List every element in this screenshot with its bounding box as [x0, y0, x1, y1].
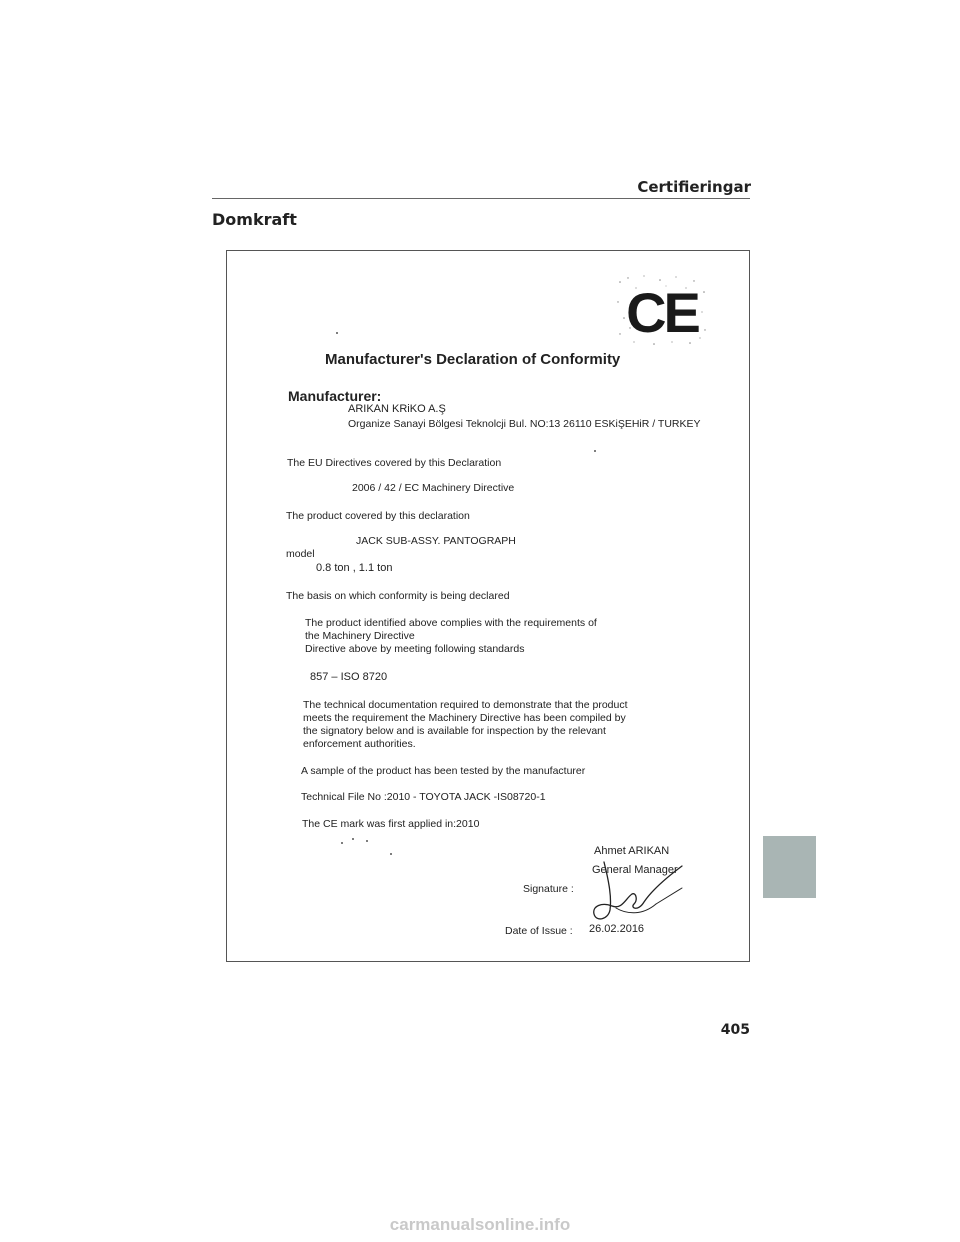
compliance-line: Directive above by meeting following standards	[305, 643, 525, 655]
header-divider	[212, 198, 750, 199]
compliance-line: the Machinery Directive	[305, 630, 415, 642]
manufacturer-name: ARIKAN KRiKO A.Ş	[348, 403, 446, 415]
standards-value: 857 – ISO 8720	[310, 671, 388, 683]
svg-text:CE: CE	[626, 281, 698, 344]
signer-title: General Manager	[592, 864, 678, 876]
sample-tested-text: A sample of the product has been tested by the manufacturer	[301, 765, 586, 777]
scan-speck	[336, 332, 338, 334]
eu-directives-value: 2006 / 42 / EC Machinery Directive	[352, 482, 515, 494]
handwritten-signature	[586, 858, 686, 924]
technical-doc-line: enforcement authorities.	[303, 738, 416, 750]
declaration-title: Manufacturer's Declaration of Conformity	[325, 351, 621, 368]
technical-doc-line: The technical documentation required to demonstrate that the product	[303, 699, 628, 711]
scan-speck	[390, 853, 392, 855]
scan-speck	[341, 842, 343, 844]
technical-doc-line: the signatory below and is available for inspection by the relevant	[303, 725, 606, 737]
technical-doc-line: meets the requirement the Machinery Directive has been compiled by	[303, 712, 626, 724]
signature-label: Signature :	[523, 883, 574, 895]
scan-speck	[594, 450, 596, 452]
compliance-line: The product identified above complies with the requirements of	[305, 617, 597, 629]
technical-file-number: Technical File No :2010 - TOYOTA JACK -IS08720-1	[301, 791, 546, 803]
chapter-side-tab	[763, 836, 816, 898]
ce-first-applied: The CE mark was first applied in:2010	[302, 818, 480, 830]
scan-speck	[352, 838, 354, 840]
section-title: Domkraft	[212, 210, 297, 229]
site-watermark: carmanualsonline.info	[389, 1215, 571, 1234]
manufacturer-address: Organize Sanayi Bölgesi Teknolcji Bul. NO:13 26110 ESKiŞEHiR / TURKEY	[348, 418, 701, 430]
ce-mark-logo	[614, 272, 710, 348]
eu-directives-label: The EU Directives covered by this Declaration	[287, 457, 502, 469]
model-value: 0.8 ton , 1.1 ton	[316, 562, 393, 574]
date-of-issue-value: 26.02.2016	[589, 923, 645, 935]
scan-speck	[366, 840, 368, 842]
conformity-basis-label: The basis on which conformity is being declared	[286, 590, 510, 602]
model-label: model	[286, 548, 315, 560]
product-name: JACK SUB-ASSY. PANTOGRAPH	[356, 535, 516, 547]
page-header-title: Certifieringar	[637, 178, 751, 196]
page-number: 405	[720, 1022, 750, 1038]
date-of-issue-label: Date of Issue :	[505, 925, 573, 937]
manufacturer-label: Manufacturer:	[288, 388, 382, 404]
product-label: The product covered by this declaration	[286, 510, 470, 522]
signer-name: Ahmet ARIKAN	[594, 845, 670, 857]
